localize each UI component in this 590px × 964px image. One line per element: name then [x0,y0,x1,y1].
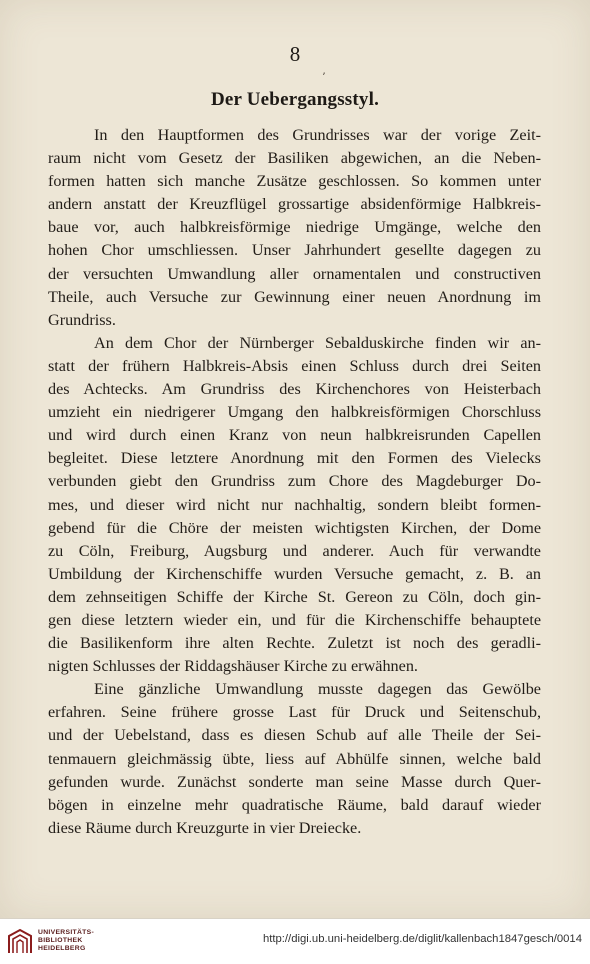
institution-name [38,929,94,954]
institution-line: UNIVERSITÄTS- [38,929,95,936]
text-line: gebend für die Chöre der meisten wichtigsten Kirchen, der Dome [48,518,541,537]
text-line: diese Räume durch Kreuzgurte in vier Dreiecke. [48,818,362,837]
text-line: dem zehnseitigen Schiffe der Kirche St. Gereon zu Cöln, doch gin- [48,587,541,606]
page-number: 8 [289,42,301,66]
text-line: raum nicht vom Gesetz der Basiliken abgewichen, an die Neben- [48,149,541,168]
text-line: begleitet. Diese letztere Anordnung mit den Formen des Vielecks [48,449,541,468]
text-line: statt der frühern Halbkreis-Absis einen Schluss durch drei Seiten [48,356,541,375]
text-line: bögen in einzelne mehr quadratische Räume, bald darauf wieder [48,795,541,814]
section-heading: Der Uebergangsstyl. [210,89,380,110]
permalink-url[interactable]: http://digi.ub.uni-heidelberg.de/diglit/kallenbach1847gesch/0014 [262,933,582,945]
text-line: gefunden wurde. Zunächst sonderte man seine Masse durch Quer- [48,772,541,791]
text-line: nigten Schlusses der Riddagshäuser Kirche zu erwähnen. [48,657,418,676]
text-line: tenmauern gleichmässig übte, liess auf Abhülfe sinnen, welche bald [48,749,541,768]
text-line: mes, und dieser wird nicht nur nachhaltig, sondern bleibt formen- [48,495,541,514]
text-line: An dem Chor der Nürnberger Sebalduskirche finden wir an- [94,333,541,352]
text-line: andern anstatt der Kreuzflügel grossartige absidenförmige Halbkreis- [48,195,541,214]
text-line: Grundriss. [48,310,116,329]
text-line: und der Uebelstand, dass es diesen Schub auf alle Theile der Sei- [48,726,541,745]
text-line: hohen Chor umschliessen. Unser Jahrhundert gesellte dagegen zu [48,241,541,260]
text-line: verbunden giebt den Grundriss zum Chore des Magdeburger Do- [48,472,541,491]
text-line: formen hatten sich manche Zusätze geschlossen. So kommen unter [48,172,541,191]
text-line: und wird durch einen Kranz von neun halbkreisrunden Capellen [48,426,541,445]
university-seal-icon [6,928,34,954]
body-text [48,124,541,840]
text-line: des Achtecks. Am Grundriss des Kirchenchores von Heisterbach [48,380,541,399]
viewer-footer [0,918,590,964]
text-line: erfahren. Seine frühere grosse Last für Druck und Seitenschub, [48,703,541,722]
text-line: die Basilikenform ihre alten Rechte. Zuletzt ist noch des geradli- [48,634,541,653]
text-line: Eine gänzliche Umwandlung musste dagegen das Gewölbe [94,680,541,699]
text-line: baue vor, auch halbkreisförmige niedrige Umgänge, welche den [48,218,541,237]
text-line: gen diese letztern wieder ein, und für die Kirchenschiffe behauptete [48,610,541,629]
institution-line: HEIDELBERG [38,945,86,953]
institution-line: BIBLIOTHEK [38,937,83,945]
text-line: zu Cöln, Freiburg, Augsburg und anderer. Auch für verwandte [48,541,541,560]
text-line: In den Hauptformen des Grundrisses war der vorige Zeit- [94,126,541,144]
margin-mark: ʼ [322,72,326,83]
text-line: umzieht ein niedrigerer Umgang den halbkreisförmigen Chorschluss [48,403,541,422]
text-line: Umbildung der Kirchenschiffe wurden Versuche gemacht, z. B. an [48,564,541,583]
text-line: der versuchten Umwandlung aller ornamentalen und constructiven [48,264,541,283]
text-line: Theile, auch Versuche zur Gewinnung einer neuen Anordnung im [48,287,541,306]
